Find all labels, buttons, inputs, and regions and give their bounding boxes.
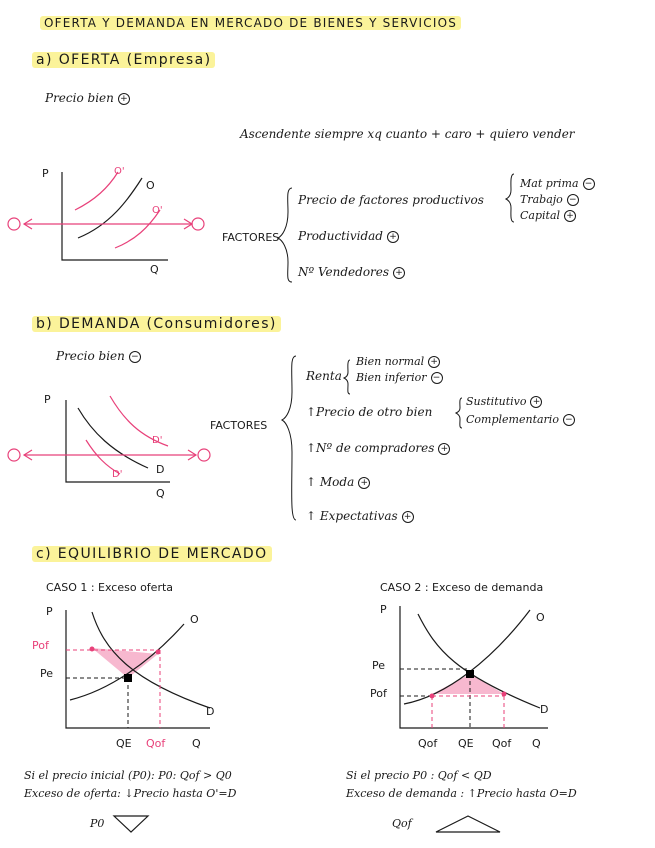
supply-curve-o: [78, 178, 142, 238]
demanda-axis-p: P: [44, 393, 51, 406]
plus-circle-icon: +: [387, 231, 399, 243]
demanda-factor-moda: [306, 476, 370, 489]
caso1-qe-label: QE: [116, 737, 132, 750]
otro-brace: [456, 398, 462, 428]
oferta-factor-3: [298, 266, 405, 279]
oferta-sub-1: [520, 178, 595, 190]
plus-circle-icon: +: [393, 267, 405, 279]
arrow-left-head: [24, 219, 32, 229]
minus-circle-icon: [8, 218, 20, 230]
demanda-factor-expectativas-label: ↑ Expectativas: [306, 509, 398, 523]
caso2-supply-point: [430, 694, 435, 699]
demanda-brace: [282, 356, 296, 520]
caso2-demand-point: [502, 692, 507, 697]
demanda-factores-label: FACTORES: [210, 419, 268, 432]
caso2-d-label: D: [540, 703, 549, 716]
caso1-supply-point: [156, 650, 161, 655]
oferta-axis-p: P: [42, 167, 49, 180]
plus-circle-icon: +: [118, 93, 130, 105]
caso2-title: CASO 2 : Exceso de demanda: [380, 581, 544, 594]
oferta-precio-bien: [45, 92, 130, 105]
caso2-equilibrium-point: [466, 670, 474, 678]
demanda-factor-moda-label: ↑ Moda: [306, 475, 355, 489]
oferta-ascendente-note: Ascendente siempre xq cuanto + caro + quiero vender: [240, 127, 575, 141]
caso1-supply-curve: [70, 624, 184, 700]
caso1-demand-point: [90, 647, 95, 652]
caso1-axes: [66, 610, 210, 728]
caso2-qe-label: QE: [458, 737, 474, 750]
minus-circle-icon: −: [563, 414, 575, 426]
caso2-pe-label: Pe: [372, 659, 386, 672]
supply-curve-o1-left: [75, 172, 118, 210]
caso1-axis-p: P: [46, 605, 53, 618]
oferta-factor-2-label: Productividad: [298, 229, 383, 243]
renta-sub-2: [356, 372, 443, 384]
caso1-demand-curve: [92, 612, 210, 708]
plus-circle-icon: [192, 218, 204, 230]
oferta-sub-brace: [506, 174, 514, 222]
caso1-pof-label: Pof: [32, 639, 49, 652]
caso1-line1: Si el precio inicial (P0): P0: Qof > Q0: [24, 769, 232, 782]
caso1-tri-label: P0: [90, 817, 105, 830]
demand-curve-d: [78, 408, 148, 468]
oferta-curve-o-label: O: [146, 179, 155, 192]
minus-circle-icon: −: [567, 194, 579, 206]
oferta-factores-label: FACTORES: [222, 231, 280, 244]
caso1-title: CASO 1 : Exceso oferta: [46, 581, 174, 594]
plus-circle-icon: +: [428, 356, 440, 368]
minus-circle-icon: −: [431, 372, 443, 384]
otro-sub-2-label: Complementario: [466, 413, 559, 426]
arrow-right-head: [188, 450, 196, 460]
caso1-qof-label: Qof: [146, 737, 166, 750]
renta-sub-2-label: Bien inferior: [356, 371, 427, 384]
plus-circle-icon: +: [530, 396, 542, 408]
oferta-axis-q: Q: [150, 263, 159, 276]
caso2-line1: Si el precio P0 : Qof < QD: [346, 769, 492, 782]
demanda-heading: b) DEMANDA (Consumidores): [32, 316, 281, 332]
oferta-sub-3-label: Capital: [520, 209, 561, 222]
caso2-demand-curve: [418, 614, 540, 708]
demanda-curve-d-label: D: [156, 463, 165, 476]
caso2-o-label: O: [536, 611, 545, 624]
demanda-otro-bien: ↑Precio de otro bien: [306, 405, 433, 419]
minus-circle-icon: [8, 449, 20, 461]
plus-circle-icon: +: [402, 511, 414, 523]
caso2-axes: [400, 606, 548, 728]
demanda-curve-d1b-label: D': [112, 469, 123, 480]
oferta-sub-2-label: Trabajo: [520, 193, 563, 206]
demanda-factor-compradores-label: ↑Nº de compradores: [306, 441, 435, 455]
renta-sub-1: [356, 356, 440, 368]
oferta-curve-o1-label: O': [114, 166, 125, 177]
demanda-factor-compradores: [306, 442, 450, 455]
caso2-qof1-label: Qof: [418, 737, 438, 750]
otro-sub-2: [466, 414, 575, 426]
caso2-axis-p: P: [380, 603, 387, 616]
otro-sub-1: [466, 396, 542, 408]
caso2-tri-label: Qof: [392, 817, 412, 830]
demanda-precio-bien: [56, 350, 141, 363]
caso2-line2: Exceso de demanda : ↑Precio hasta O=D: [346, 787, 577, 800]
caso1-excess-area: [92, 648, 158, 678]
plus-circle-icon: [198, 449, 210, 461]
demanda-axis-q: Q: [156, 487, 165, 500]
oferta-sub-3: [520, 210, 576, 222]
caso2-axis-q: Q: [532, 737, 541, 750]
demanda-factor-expectativas: [306, 510, 414, 523]
oferta-precio-label: Precio bien: [45, 91, 114, 105]
demanda-precio-label: Precio bien: [56, 349, 125, 363]
caso1-axis-q: Q: [192, 737, 201, 750]
oferta-sub-1-label: Mat prima: [520, 177, 579, 190]
oferta-factor-2: [298, 230, 399, 243]
minus-circle-icon: −: [129, 351, 141, 363]
oferta-brace: [278, 188, 292, 282]
caso2-supply-curve: [404, 610, 530, 704]
plus-circle-icon: +: [358, 477, 370, 489]
caso2-qof2-label: Qof: [492, 737, 512, 750]
oferta-factor-3-label: Nº Vendedores: [298, 265, 390, 279]
caso1-o-label: O: [190, 613, 199, 626]
oferta-heading: a) OFERTA (Empresa): [32, 52, 215, 68]
oferta-factor-1: Precio de factores productivos: [298, 193, 484, 207]
minus-circle-icon: −: [583, 178, 595, 190]
equilibrio-heading: c) EQUILIBRIO DE MERCADO: [32, 546, 272, 562]
caso2-pof-label: Pof: [370, 687, 387, 700]
plus-circle-icon: +: [564, 210, 576, 222]
caso1-line2: Exceso de oferta: ↓Precio hasta O'=D: [24, 787, 237, 800]
page-title: OFERTA Y DEMANDA EN MERCADO DE BIENES Y SERVICIOS: [40, 16, 461, 30]
caso2-up-triangle: [436, 816, 500, 832]
renta-sub-1-label: Bien normal: [356, 355, 425, 368]
renta-brace: [344, 360, 350, 394]
caso1-pe-label: Pe: [40, 667, 54, 680]
otro-sub-1-label: Sustitutivo: [466, 395, 527, 408]
arrow-left-head: [24, 450, 32, 460]
caso1-d-label: D: [206, 705, 215, 718]
caso1-down-triangle: [114, 816, 148, 832]
plus-circle-icon: +: [438, 443, 450, 455]
arrow-right-head: [184, 219, 192, 229]
oferta-curve-o1b-label: O': [152, 205, 163, 216]
demanda-renta-label: Renta: [306, 369, 342, 383]
caso2-excess-area: [432, 674, 504, 694]
caso1-equilibrium-point: [124, 674, 132, 682]
oferta-sub-2: [520, 194, 579, 206]
demanda-curve-d1-label: D': [152, 435, 163, 446]
